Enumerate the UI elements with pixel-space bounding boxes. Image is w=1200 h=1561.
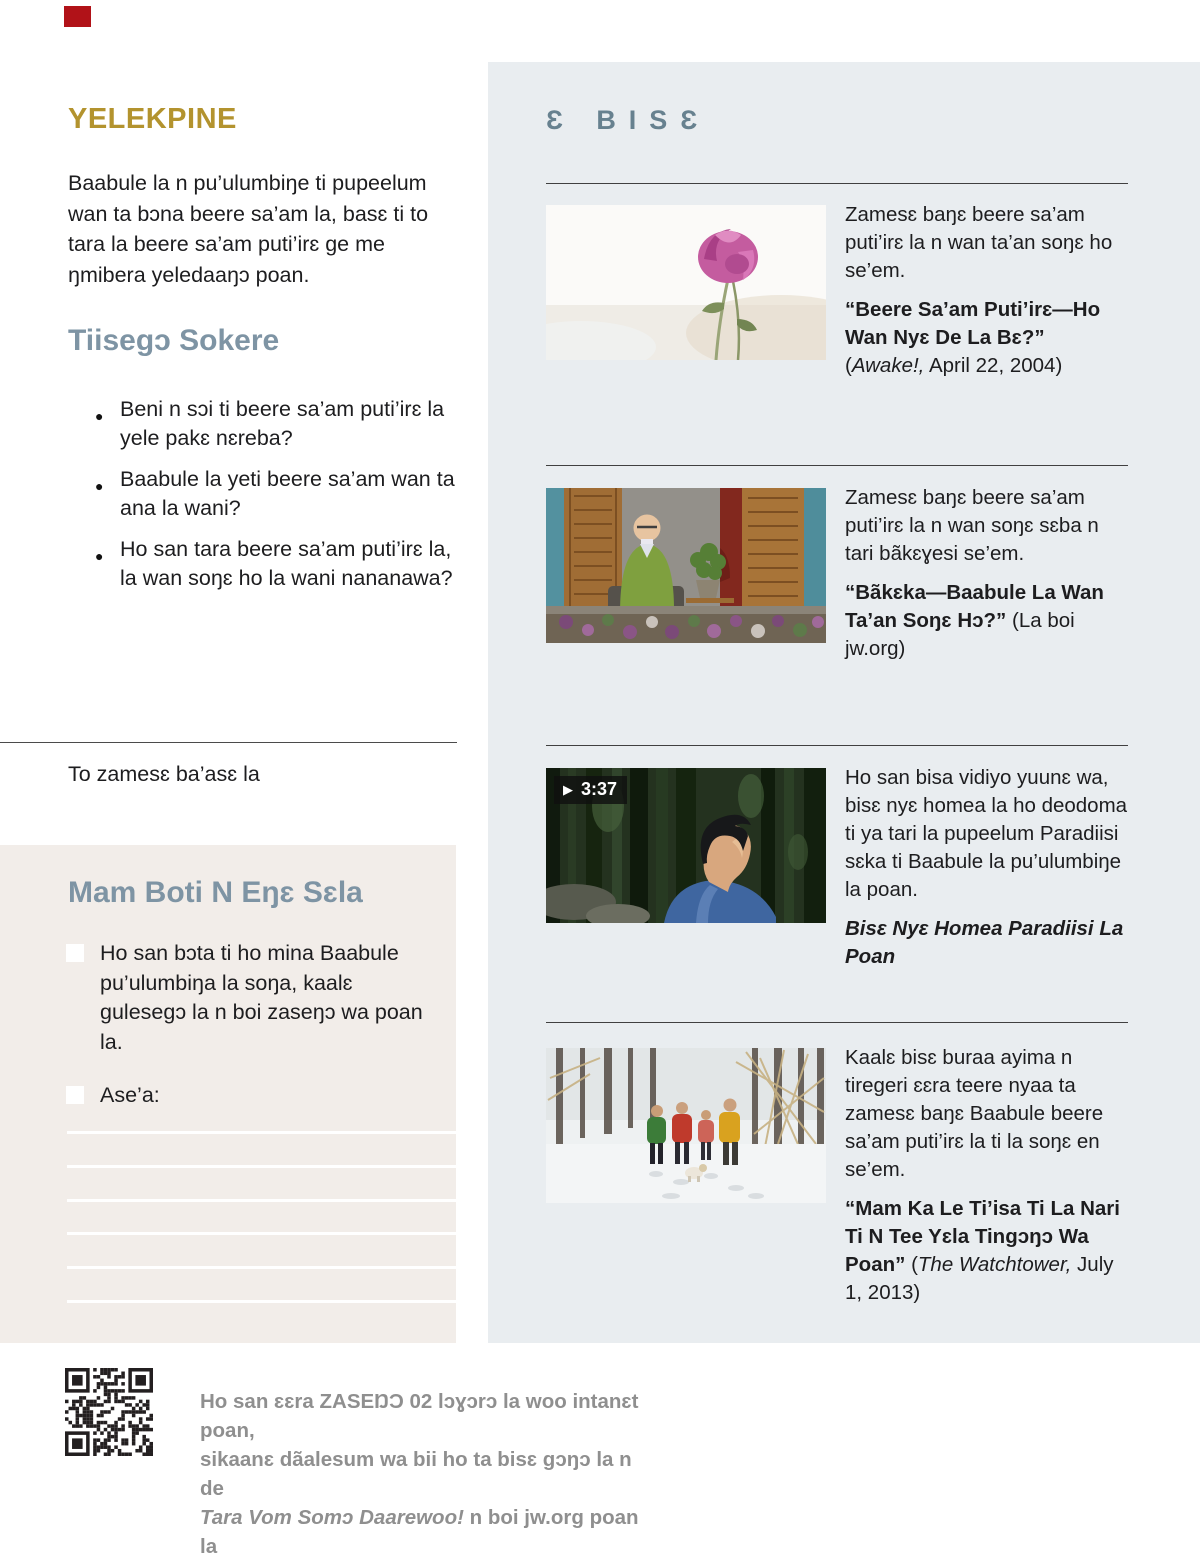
checkbox[interactable]	[66, 1086, 84, 1104]
item-body: Ho san bisa vidiyo yuunɛ wa, bisɛ nyɛ homea la ho deodoma ti ya tari la pupeelum Paradiisi sɛka ti Baabule la pu’ulumbiŋe la poan.	[845, 766, 1128, 901]
item-text	[845, 201, 1128, 380]
item-body: Zamesɛ baŋɛ beere sa’am puti’irɛ la n wan soŋɛ sɛba n tari bãkɛɣesi se’em.	[845, 486, 1099, 565]
goal-text: Ase’a:	[100, 1083, 160, 1107]
writing-line	[67, 1300, 456, 1303]
item-divider	[546, 465, 1128, 466]
review-question-list	[95, 395, 463, 605]
goal-text: Ho san bɔta ti ho mina Baabule pu’ulumbiŋa la soŋa, kaalɛ gulesegɔ la n boi zaseŋɔ wa poan la.	[100, 941, 423, 1054]
item-divider	[546, 183, 1128, 184]
bullet-icon: ●	[95, 478, 104, 494]
item-divider	[546, 745, 1128, 746]
item-body: Kaalɛ bisɛ buraa ayima n tiregeri ɛɛra teere nyaa ta zamesɛ baŋɛ Baabule beere sa’am puti’irɛ la ti la soŋɛ en se’em.	[845, 1046, 1104, 1181]
item-text	[845, 484, 1128, 663]
review-heading: Tiisegɔ Sokere	[68, 324, 280, 357]
bullet-icon: ●	[95, 548, 104, 564]
pink-flower-photo	[546, 205, 826, 360]
left-divider	[0, 742, 457, 743]
item-divider	[546, 1022, 1128, 1023]
checkbox[interactable]	[66, 944, 84, 962]
writing-line	[67, 1232, 456, 1235]
goal-item	[66, 939, 438, 1057]
item-reference: “Mam Ka Le Ti’isa Ti La Nari Ti N Tee Yɛla Tingɔŋɔ Wa Poan” (The Watchtower, July 1, 2013)	[845, 1197, 1120, 1304]
lesson-color-tab	[64, 6, 91, 27]
qr-caption-line: Tara Vom Somɔ Daarewoo! n boi jw.org poan la	[200, 1506, 639, 1558]
review-question: ● Ho san tara beere sa’am puti’irɛ la, la wan soŋɛ ho la wani nananawa?	[95, 537, 453, 590]
item-reference: Bisɛ Nyɛ Homea Paradiisi La Poan	[845, 917, 1124, 968]
video-duration-badge	[554, 776, 627, 804]
video-thumbnail-man-forest[interactable]	[546, 768, 826, 923]
item-text	[845, 764, 1128, 971]
bullet-icon: ●	[95, 408, 104, 424]
man-at-window-photo	[546, 488, 826, 643]
play-icon: ▶	[563, 782, 573, 797]
explore-heading: Ɛ BISƐ	[546, 105, 711, 135]
qr-caption-line: sikaanɛ dãalesum wa bii ho ta bisɛ gɔŋɔ la n de	[200, 1448, 632, 1500]
writing-line	[67, 1165, 456, 1168]
qr-caption	[200, 1387, 660, 1561]
item-text	[845, 1044, 1128, 1307]
qr-code	[65, 1368, 153, 1456]
writing-line	[67, 1131, 456, 1134]
explore-item	[546, 486, 1128, 660]
explore-item	[546, 766, 1128, 968]
intro-paragraph: Baabule la n pu’ulumbiŋe ti pupeelum wan ta bɔna beere sa’am la, basɛ ti to tara la beere sa’am puti’irɛ ge me ŋmibera yeledaaŋɔ poan.	[68, 171, 429, 287]
explore-item	[546, 203, 1128, 377]
review-question: ● Baabule la yeti beere sa’am wan ta ana la wani?	[95, 467, 455, 520]
item-body: Zamesɛ baŋɛ beere sa’am puti’irɛ la n wan ta’an soŋɛ ho se’em.	[845, 203, 1113, 282]
completion-note: To zamesɛ ba’asɛ la	[68, 762, 260, 786]
video-duration: 3:37	[581, 779, 618, 799]
explore-item	[546, 1046, 1128, 1304]
qr-caption-line: Ho san ɛɛra ZASEŊƆ 02 lɔɣɔrɔ la woo intanɛt poan,	[200, 1390, 639, 1442]
family-walking-snow-photo	[546, 1048, 826, 1203]
item-reference: “Beere Sa’am Puti’irɛ—Ho Wan Nyɛ De La Bɛ?” (Awake!, April 22, 2004)	[845, 298, 1101, 377]
goal-item	[66, 1081, 438, 1111]
item-reference: “Bãkɛka—Baabule La Wan Ta’an Soŋɛ Hɔ?” (La boi jw.org)	[845, 581, 1104, 660]
writing-line	[67, 1199, 456, 1202]
goals-heading: Mam Boti N Eŋɛ Sɛla	[68, 876, 363, 909]
writing-line	[67, 1266, 456, 1269]
review-question: ● Beni n sɔi ti beere sa’am puti’irɛ la yele pakɛ nɛreba?	[95, 397, 445, 450]
page-title: YELEKPINE	[68, 103, 237, 135]
